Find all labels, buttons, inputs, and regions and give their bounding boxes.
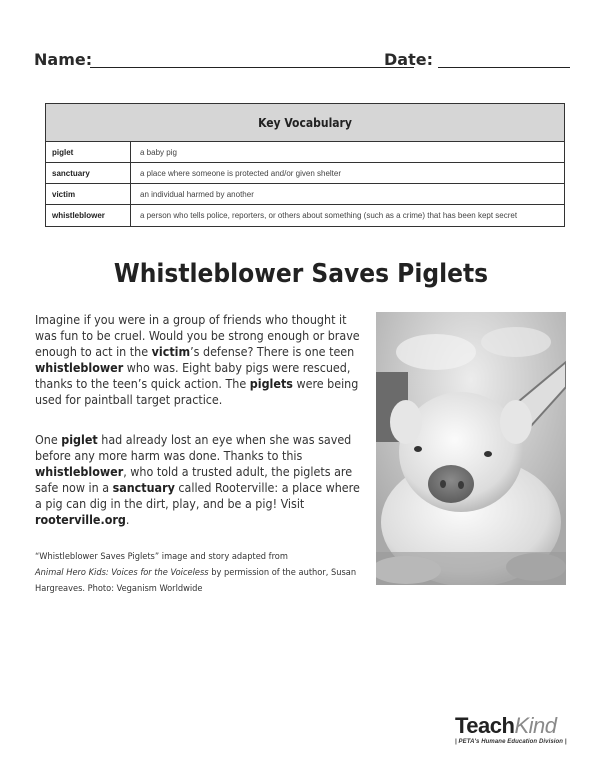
text: were being used for paintball target practice. xyxy=(35,376,359,407)
logo-teach: Teach xyxy=(455,713,515,738)
vocabulary-table xyxy=(45,103,565,227)
vocab-term: piglet xyxy=(46,142,131,162)
logo-tagline: | PETA's Humane Education Division | xyxy=(455,739,567,745)
text: had already lost an eye when she was saved before any more harm was done. Thanks to this xyxy=(35,432,352,463)
text: , who told a trusted adult, the piglets are safe now in a xyxy=(35,464,353,495)
name-field-line[interactable] xyxy=(90,67,414,68)
vocab-definition: a place where someone is protected and/or given shelter xyxy=(140,168,342,178)
teachkind-logo xyxy=(455,714,570,745)
name-label: Name: xyxy=(34,50,93,69)
date-label: Date: xyxy=(384,50,433,69)
text: ’s defense? There is one teen xyxy=(190,344,355,359)
vocab-row xyxy=(46,184,564,205)
text: who was. Eight baby pigs were rescued, thanks to the teen’s quick action. The xyxy=(35,360,351,391)
text: Imagine if you were in a group of friends who thought it was fun to be cruel. Would you be strong enough or brave enough to act in the xyxy=(35,312,360,359)
text: called Rooterville: a place where a pig can dig in the dirt, play, and be a pig! Visit xyxy=(35,480,360,511)
text: One xyxy=(35,432,62,447)
vocab-highlight: sanctuary xyxy=(112,480,175,495)
article-paragraph-2 xyxy=(35,432,365,528)
name-date-header xyxy=(34,50,566,72)
logo-wordmark xyxy=(455,714,570,738)
book-title: Animal Hero Kids: Voices for the Voiceless xyxy=(35,567,209,578)
vocab-highlight: piglet xyxy=(61,432,98,447)
vocabulary-title: Key Vocabulary xyxy=(46,104,564,142)
piglet-photo xyxy=(376,312,566,585)
vocab-row xyxy=(46,205,564,226)
article-paragraph-1 xyxy=(35,312,365,408)
piglet-illustration xyxy=(376,312,566,585)
vocab-highlight: whistleblower xyxy=(35,360,124,375)
vocab-term: victim xyxy=(46,184,131,204)
vocab-row xyxy=(46,163,564,184)
vocab-row xyxy=(46,142,564,163)
article-title: Whistleblower Saves Piglets xyxy=(113,259,489,289)
vocab-highlight: victim xyxy=(151,344,191,359)
citation xyxy=(35,549,365,597)
text: . xyxy=(125,512,130,527)
vocab-definition: a baby pig xyxy=(140,147,177,157)
vocab-definition: an individual harmed by another xyxy=(140,189,254,199)
date-field-line[interactable] xyxy=(438,67,570,68)
citation-text: “Whistleblower Saves Piglets” image and story adapted from xyxy=(35,551,288,562)
vocab-definition: a person who tells police, reporters, or others about something (such as a crime) that has been kept secret xyxy=(140,211,518,220)
citation-text: by permission of the author, Susan Hargreaves. Photo: Veganism Worldwide xyxy=(35,567,357,594)
logo-kind: Kind xyxy=(514,713,557,738)
vocab-highlight: whistleblower xyxy=(35,464,124,479)
vocab-term: sanctuary xyxy=(46,163,131,183)
website-link[interactable]: rooterville.org xyxy=(35,512,126,527)
vocab-highlight: piglets xyxy=(249,376,293,391)
vocab-term: whistleblower xyxy=(46,205,131,226)
